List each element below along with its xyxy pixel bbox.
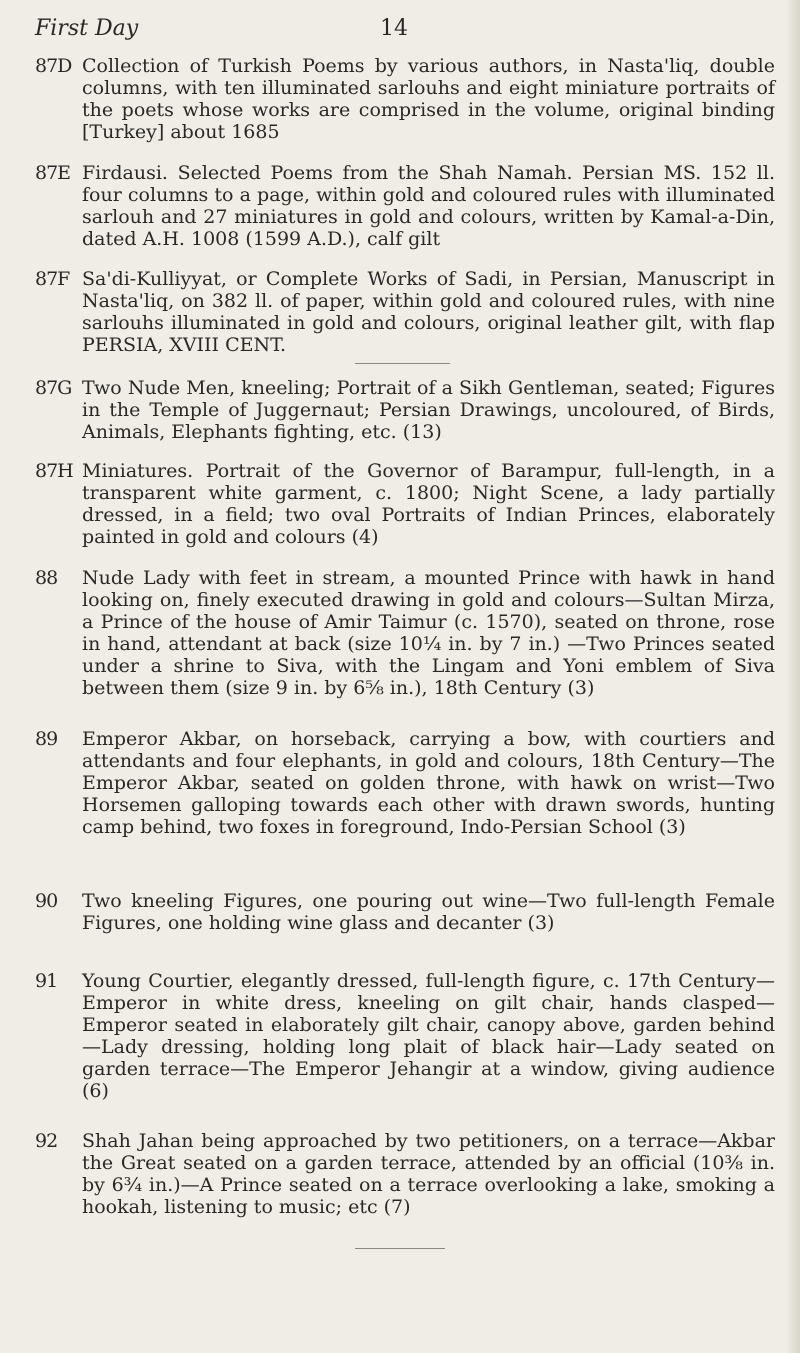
lot-number: 91 <box>35 970 58 992</box>
lot-description: Collection of Turkish Poems by various authors, in Nasta'liq, double columns, with ten illuminated sarlouhs and eight miniature portraits of the poets whose works are comprised in the volume, original binding [Turkey] about 1685 <box>82 55 775 143</box>
lot-entry <box>35 890 775 934</box>
lot-entry <box>35 460 775 548</box>
section-divider <box>355 1248 445 1249</box>
lot-entry <box>35 162 775 250</box>
lot-number: 89 <box>35 728 58 750</box>
lot-entry <box>35 970 775 1102</box>
lot-number: 90 <box>35 890 58 912</box>
lot-entry <box>35 268 775 356</box>
section-divider <box>355 363 450 364</box>
lot-entry <box>35 728 775 838</box>
lot-entry <box>35 567 775 699</box>
lot-description: Sa'di-Kulliyyat, or Complete Works of Sadi, in Persian, Manuscript in Nasta'liq, on 382 ll. of paper, within gold and coloured rules, with nine sarlouhs illuminated in gold and colours, original leather gilt, with flap PERSIA, XVIII CENT. <box>82 268 775 356</box>
lot-number: 87D <box>35 55 72 77</box>
lot-description: Two kneeling Figures, one pouring out wine—Two full-length Female Figures, one holding wine glass and decanter (3) <box>82 890 775 934</box>
lot-description: Emperor Akbar, on horseback, carrying a bow, with courtiers and attendants and four elephants, in gold and colours, 18th Century—The Emperor Akbar, seated on golden throne, with hawk on wrist—Two Horsemen galloping towards each other with drawn swords, hunting camp behind, two foxes in foreground, Indo-Persian School (3) <box>82 728 775 838</box>
lot-number: 87E <box>35 162 71 184</box>
lot-number: 87H <box>35 460 73 482</box>
lot-number: 87F <box>35 268 70 290</box>
lot-description: Shah Jahan being approached by two petitioners, on a terrace—Akbar the Great seated on a garden terrace, attended by an official (10⅜ in. by 6¾ in.)—A Prince seated on a terrace overlooking a lake, smoking a hookah, listening to music; etc (7) <box>82 1130 775 1218</box>
lot-description: Young Courtier, elegantly dressed, full-length figure, c. 17th Century—Emperor in white dress, kneeling on gilt chair, hands clasped—Emperor seated in elaborately gilt chair, canopy above, garden behind—Lady dressing, holding long plait of black hair—Lady seated on garden terrace—The Emperor Jehangir at a window, giving audience (6) <box>82 970 775 1102</box>
page-edge-shadow <box>786 0 800 1353</box>
lot-entry <box>35 377 775 443</box>
lot-entry <box>35 55 775 143</box>
lot-entry <box>35 1130 775 1218</box>
lot-description: Firdausi. Selected Poems from the Shah Namah. Persian MS. 152 ll. four columns to a page, within gold and coloured rules with illuminated sarlouh and 27 miniatures in gold and colours, written by Kamal-a-Din, dated A.H. 1008 (1599 A.D.), calf gilt <box>82 162 775 250</box>
lot-number: 87G <box>35 377 72 399</box>
lot-number: 88 <box>35 567 58 589</box>
lot-description: Miniatures. Portrait of the Governor of Barampur, full-length, in a transparent white garment, c. 1800; Night Scene, a lady partially dressed, in a field; two oval Portraits of Indian Princes, elaborately painted in gold and colours (4) <box>82 460 775 548</box>
lot-number: 92 <box>35 1130 58 1152</box>
lot-description: Two Nude Men, kneeling; Portrait of a Sikh Gentleman, seated; Figures in the Temple of Juggernaut; Persian Drawings, uncoloured, of Birds, Animals, Elephants fighting, etc. (13) <box>82 377 775 443</box>
running-header: First Day <box>35 16 139 41</box>
lot-description: Nude Lady with feet in stream, a mounted Prince with hawk in hand looking on, finely executed drawing in gold and colours—Sultan Mirza, a Prince of the house of Amir Taimur (c. 1570), seated on throne, rose in hand, attendant at back (size 10¼ in. by 7 in.) —Two Princes seated under a shrine to Siva, with the Lingam and Yoni emblem of Siva between them (size 9 in. by 6⅝ in.), 18th Century (3) <box>82 567 775 699</box>
page-number: 14 <box>380 16 408 41</box>
